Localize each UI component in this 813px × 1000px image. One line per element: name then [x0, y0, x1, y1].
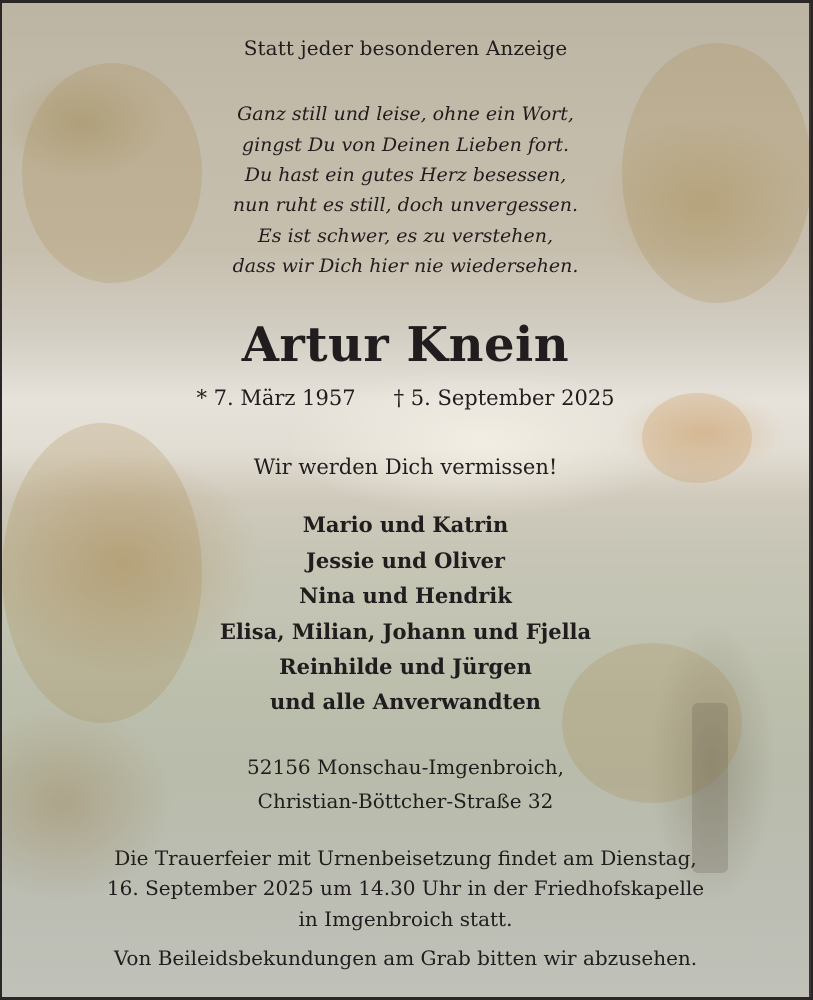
obituary-notice	[2, 3, 811, 997]
address-line: Christian-Böttcher-Straße 32	[257, 789, 554, 813]
mourner: Elisa, Milian, Johann und Fjella	[219, 619, 592, 644]
poem-line: gingst Du von Deinen Lieben fort.	[241, 134, 570, 156]
mourner: Reinhilde und Jürgen	[279, 654, 532, 679]
death-date: † 5. September 2025	[393, 386, 615, 410]
poem-line: Es ist schwer, es zu verstehen,	[257, 225, 554, 247]
mourner: und alle Anverwandten	[270, 689, 541, 714]
mourner: Jessie und Oliver	[306, 548, 505, 573]
poem-line: nun ruht es still, doch unvergessen.	[232, 194, 579, 216]
funeral-info-line: 16. September 2025 um 14.30 Uhr in der Friedhofskapelle	[106, 876, 705, 900]
poem-line: Ganz still und leise, ohne ein Wort,	[237, 103, 574, 125]
poem-line: dass wir Dich hier nie wiedersehen.	[232, 255, 579, 277]
address-line: 52156 Monschau-Imgenbroich,	[247, 755, 564, 779]
life-dates	[2, 386, 809, 410]
poem-line: Du hast ein gutes Herz besessen,	[244, 164, 567, 186]
mourner: Nina und Hendrik	[299, 583, 512, 608]
funeral-info-line: in Imgenbroich statt.	[298, 907, 513, 931]
funeral-info-line: Die Trauerfeier mit Urnenbeisetzung findet am Dienstag,	[114, 846, 697, 870]
condolence-note: Von Beileidsbekundungen am Grab bitten wir abzusehen.	[113, 946, 698, 970]
deceased-name: Artur Knein	[241, 317, 570, 373]
mourner: Mario und Katrin	[302, 512, 509, 537]
header-text: Statt jeder besonderen Anzeige	[243, 36, 568, 60]
birth-date: * 7. März 1957	[196, 386, 356, 410]
farewell-text: Wir werden Dich vermissen!	[253, 455, 558, 479]
